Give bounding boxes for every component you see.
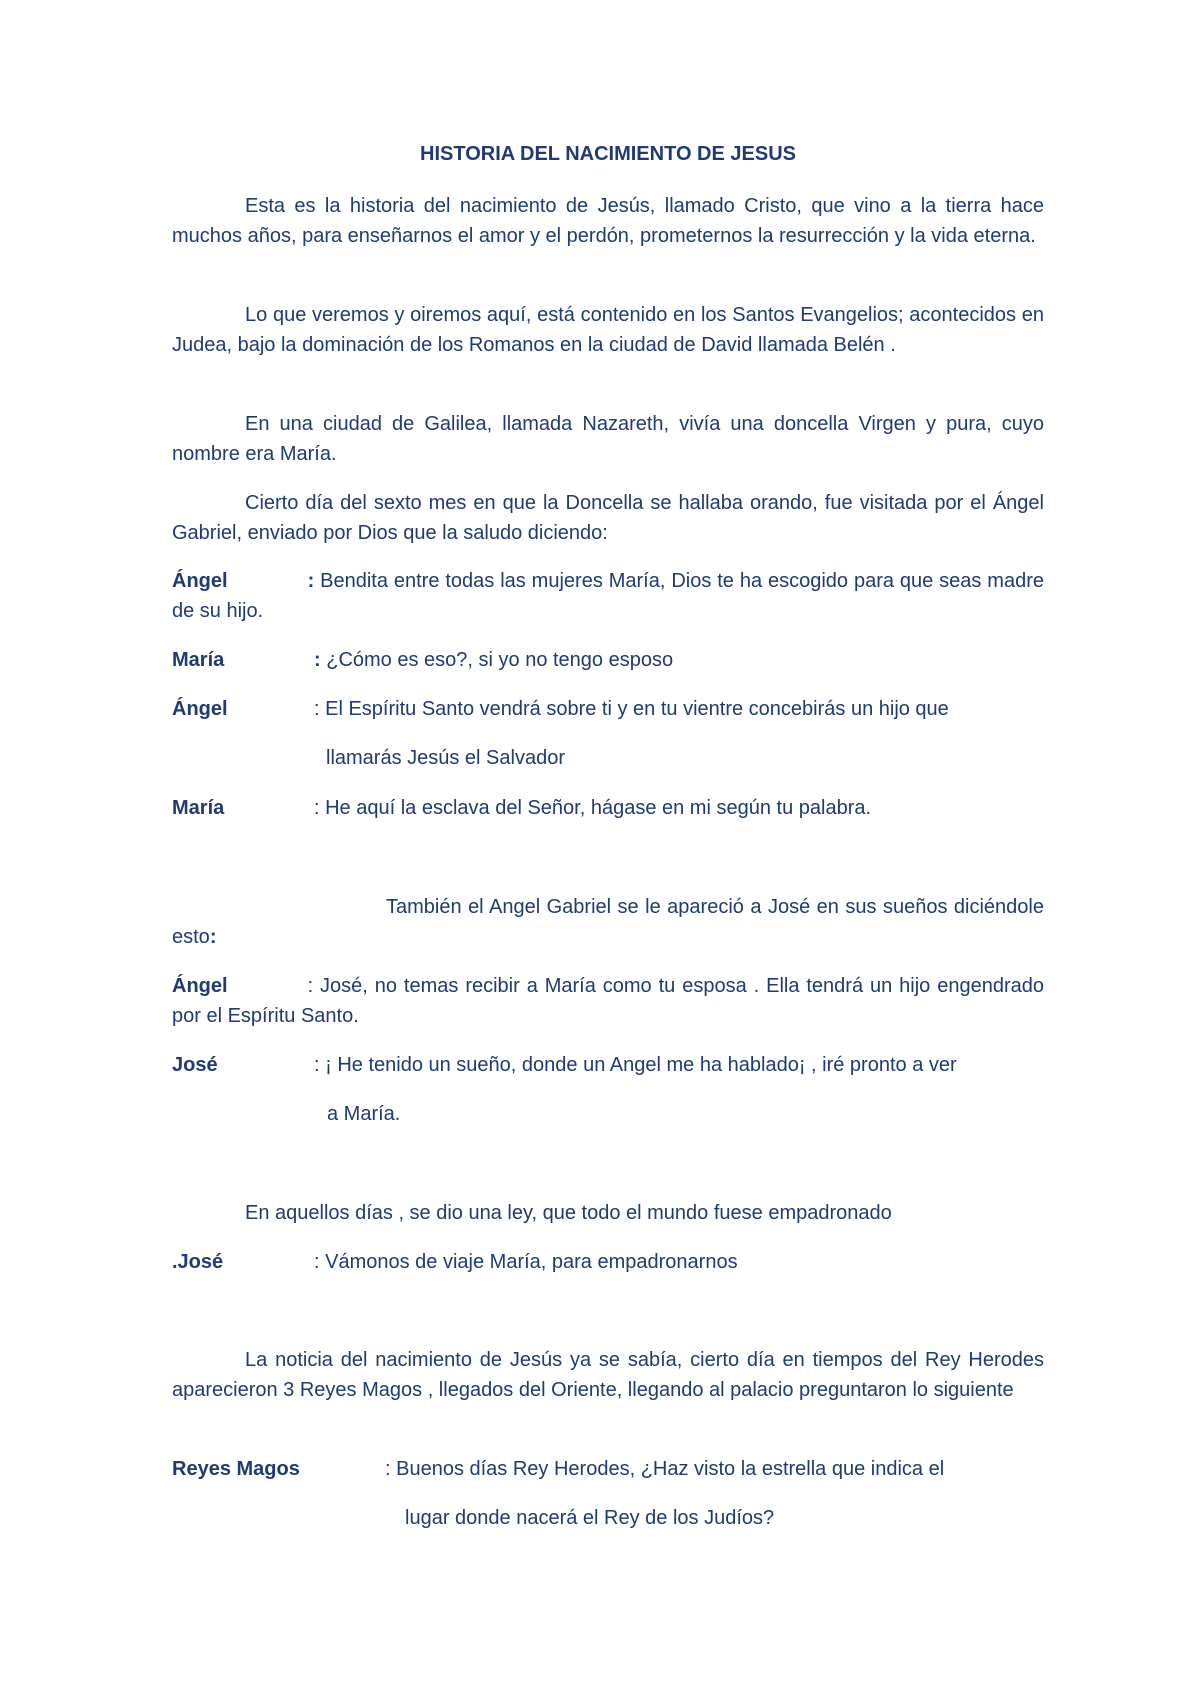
paragraph-colon: : <box>209 925 217 948</box>
dialogue-angel-3 <box>172 972 1044 1031</box>
speaker-colon: : <box>307 570 315 592</box>
speaker-name: José <box>172 1054 218 1076</box>
paragraph-nazareth: En una ciudad de Galilea, llamada Nazareth, vivía una doncella Virgen y pura, cuyo nombre era María. <box>172 413 1044 465</box>
dialogue-text: : ¡ He tenido un sueño, donde un Angel me ha hablado¡ , iré pronto a ver <box>314 1054 957 1076</box>
dialogue-reyes-magos <box>172 1455 1044 1535</box>
dialogue-text-continued: lugar donde nacerá el Rey de los Judíos? <box>405 1507 775 1529</box>
speaker-colon: : <box>314 649 321 671</box>
dialogue-text: : El Espíritu Santo vendrá sobre ti y en tu vientre concebirás un hijo que <box>314 698 949 720</box>
dialogue-maria-2 <box>172 794 1044 824</box>
speaker-name: Ángel <box>172 698 228 720</box>
dialogue-text-continued: llamarás Jesús el Salvador <box>326 747 565 769</box>
dialogue-maria-1 <box>172 646 1044 676</box>
dialogue-angel-2 <box>172 695 1044 775</box>
paragraph-intro: Esta es la historia del nacimiento de Jesús, llamado Cristo, que vino a la tierra hace muchos años, para enseñarnos el amor y el perdón, prometernos la resurrección y la vida eterna. <box>172 195 1044 247</box>
speaker-name: María <box>172 649 225 671</box>
dialogue-jose-1 <box>172 1051 1044 1131</box>
dialogue-jose-2 <box>172 1248 1044 1278</box>
dialogue-angel-1 <box>172 567 1044 626</box>
dialogue-text: : José, no temas recibir a María como tu esposa . Ella tendrá un hijo engendrado por el Espíritu Santo. <box>172 975 1044 1027</box>
paragraph-reyes-magos: La noticia del nacimiento de Jesús ya se sabía, cierto día en tiempos del Rey Herodes aparecieron 3 Reyes Magos , llegados del Oriente, llegando al palacio preguntaron lo siguiente <box>172 1349 1044 1401</box>
dialogue-text: : Vámonos de viaje María, para empadronarnos <box>314 1251 738 1273</box>
dialogue-text: ¿Cómo es eso?, si yo no tengo esposo <box>320 649 674 671</box>
dialogue-text: : Buenos días Rey Herodes, ¿Haz visto la estrella que indica el <box>385 1458 945 1480</box>
speaker-name: María <box>172 797 225 819</box>
dialogue-text: Bendita entre todas las mujeres María, Dios te ha escogido para que seas madre de su hijo. <box>172 570 1044 622</box>
document-page <box>172 0 1044 1696</box>
paragraph-empadronado: En aquellos días , se dio una ley, que todo el mundo fuese empadronado <box>245 1202 892 1224</box>
page-title: HISTORIA DEL NACIMIENTO DE JESUS <box>420 143 796 165</box>
paragraph-jose-dream <box>172 893 1044 952</box>
speaker-name: Reyes Magos <box>172 1458 300 1480</box>
dialogue-text-continued: a María. <box>327 1103 401 1125</box>
paragraph-text: También el Angel Gabriel se le apareció a José en sus sueños diciéndole esto <box>172 896 1044 948</box>
paragraph-angel-visit: Cierto día del sexto mes en que la Doncella se hallaba orando, fue visitada por el Ángel Gabriel, enviado por Dios que la saludo diciendo: <box>172 492 1044 544</box>
speaker-name: Ángel <box>172 570 228 592</box>
paragraph-evangelios: Lo que veremos y oiremos aquí, está contenido en los Santos Evangelios; acontecidos en Judea, bajo la dominación de los Romanos en la ciudad de David llamada Belén . <box>172 304 1044 356</box>
dialogue-text: : He aquí la esclava del Señor, hágase en mi según tu palabra. <box>314 797 872 819</box>
speaker-name: Ángel <box>172 975 228 997</box>
speaker-name: .José <box>172 1251 224 1273</box>
